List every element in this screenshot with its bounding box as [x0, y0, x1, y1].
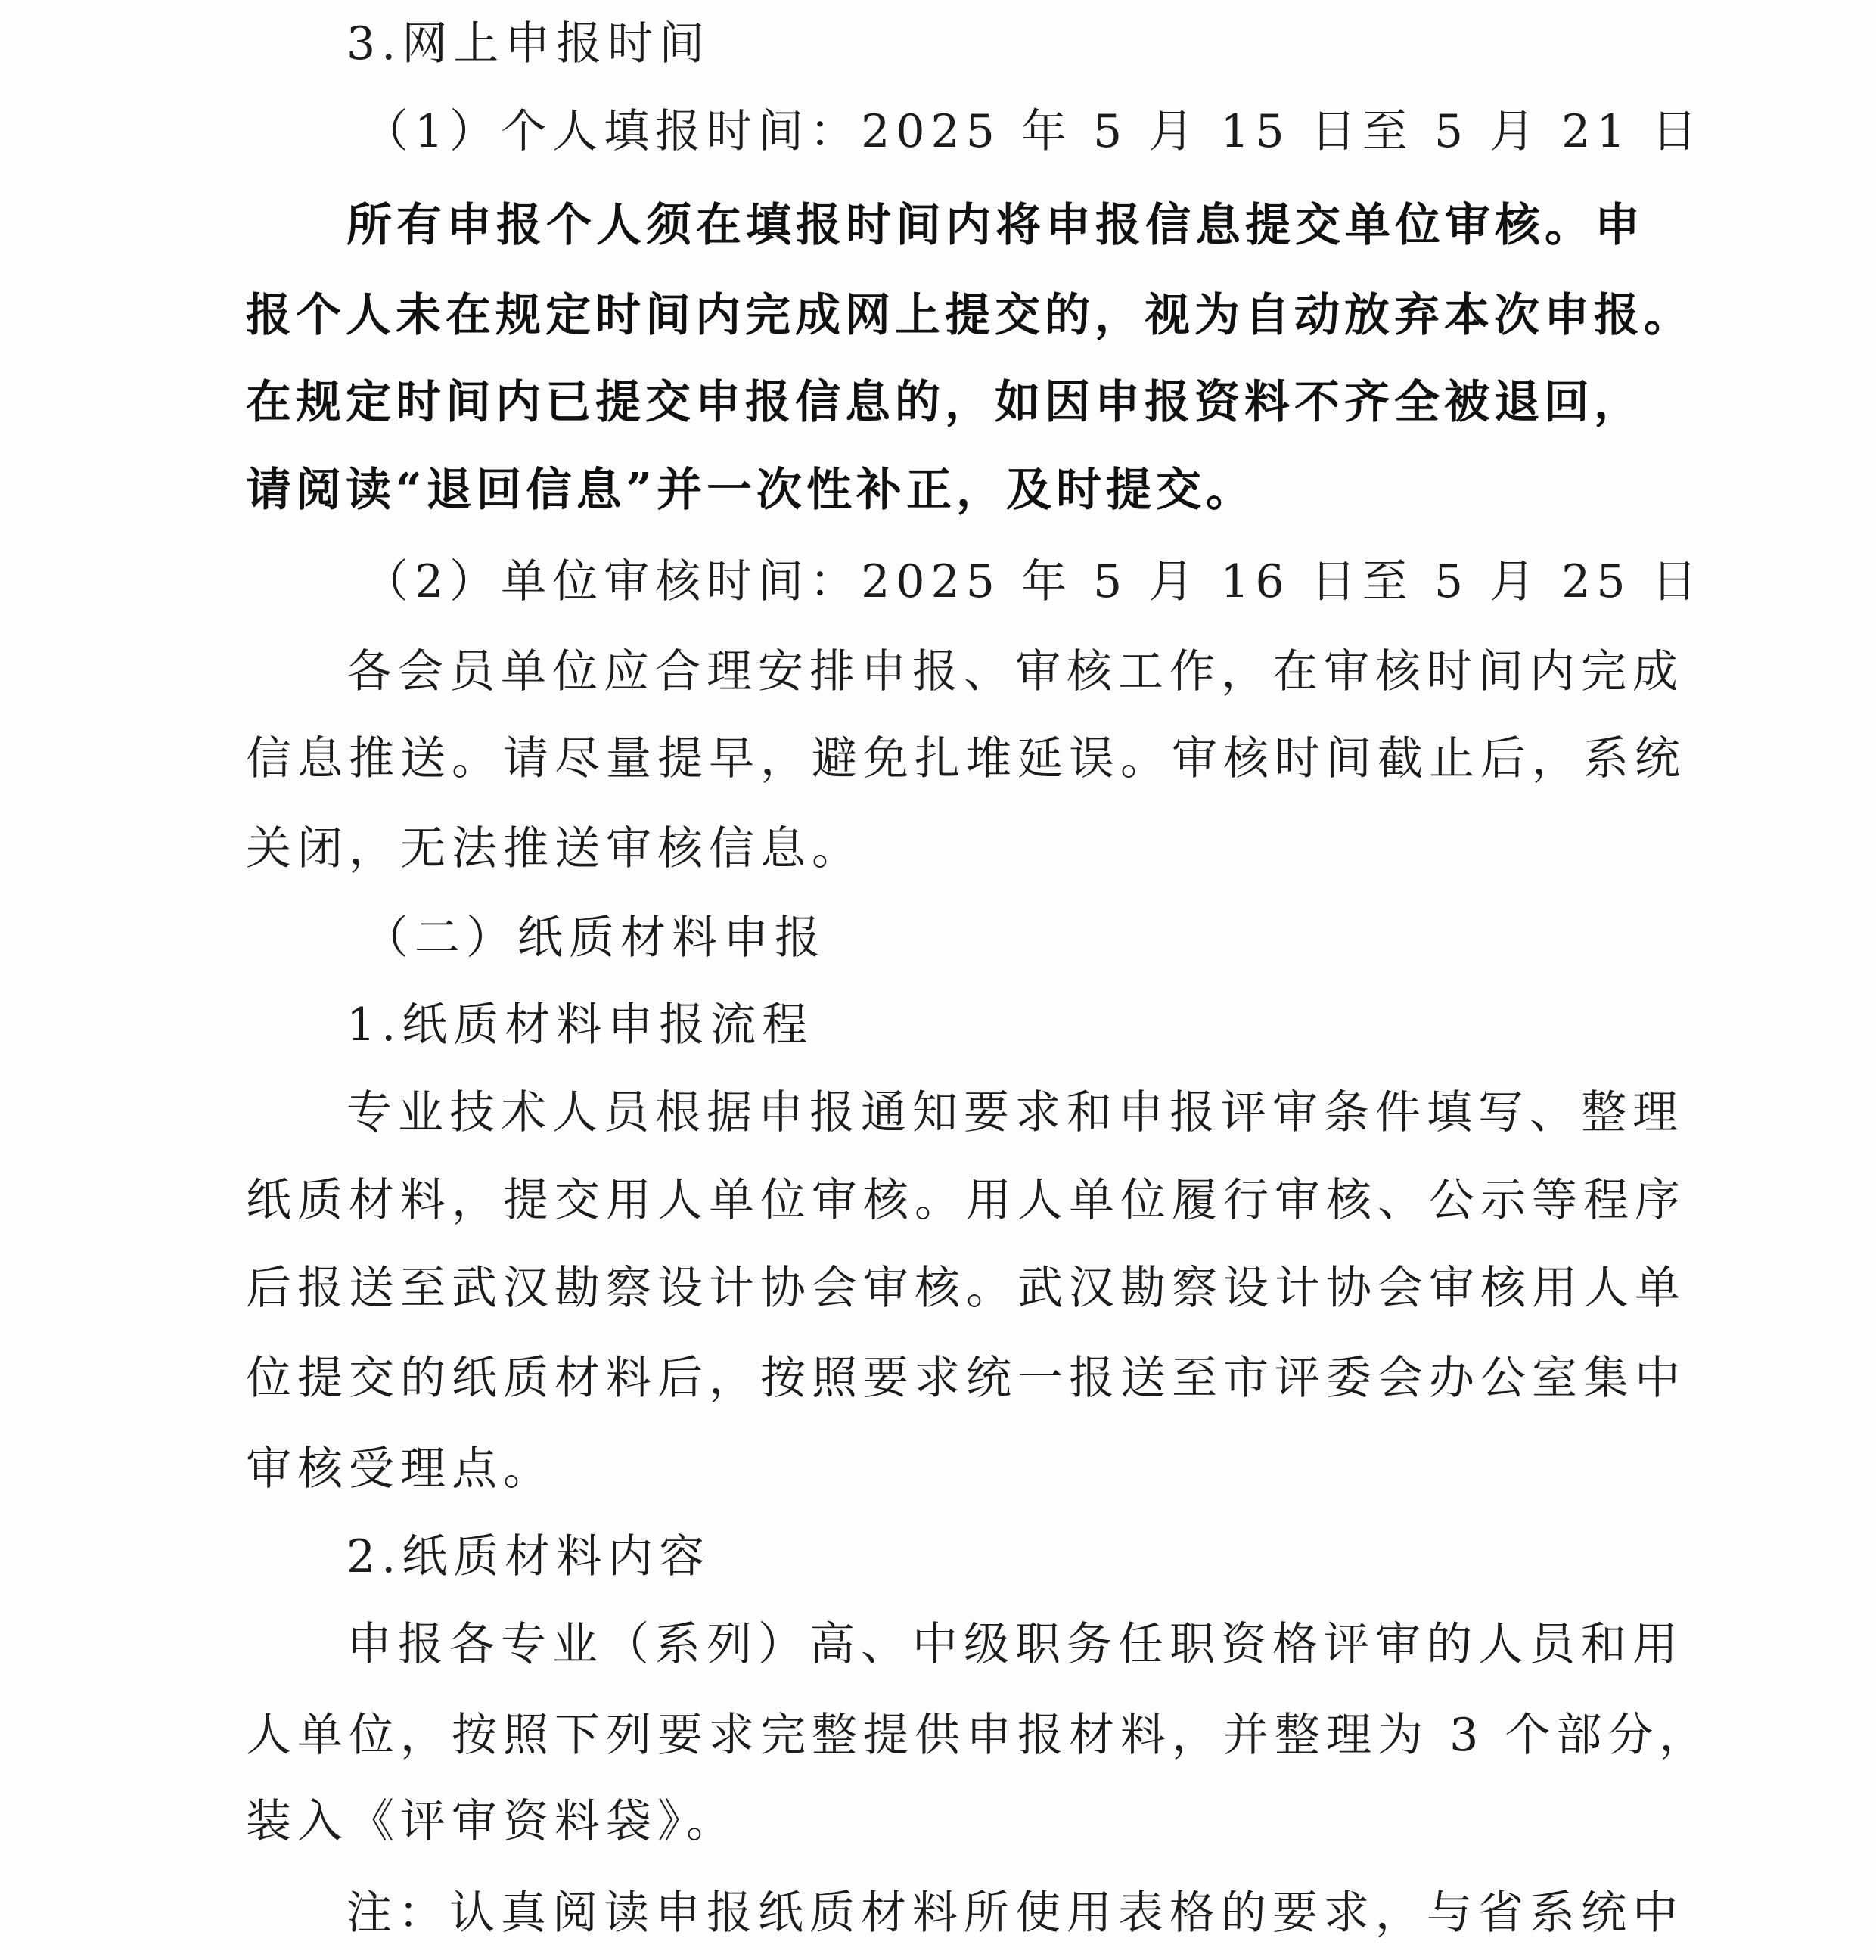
bold-paragraph-line-2: 报个人未在规定时间内完成网上提交的，视为自动放弃本次申报。	[246, 289, 1694, 342]
note-line: 注：认真阅读申报纸质材料所使用表格的要求，与省系统中	[346, 1887, 1684, 1940]
paragraph-line: 位提交的纸质材料后，按照要求统一报送至市评委会办公室集中	[246, 1352, 1686, 1405]
bold-paragraph-line-4: 请阅读“退回信息”并一次性补正，及时提交。	[246, 464, 1256, 517]
paragraph-line: 各会员单位应合理安排申报、审核工作，在审核时间内完成	[346, 645, 1684, 698]
section-heading-online-schedule: 3.网上申报时间	[346, 17, 711, 70]
bold-paragraph-line-1: 所有申报个人须在填报时间内将申报信息提交单位审核。申	[346, 199, 1645, 252]
subsection-heading-process: 1.纸质材料申报流程	[346, 999, 814, 1051]
paragraph-line: 装入《评审资料袋》。	[246, 1795, 738, 1848]
paragraph-line: 审核受理点。	[246, 1443, 554, 1496]
section-heading-paper-materials: （二）纸质材料申报	[363, 912, 826, 964]
paragraph-line: 关闭，无法推送审核信息。	[246, 822, 863, 875]
bold-paragraph-line-3: 在规定时间内已提交申报信息的，如因申报资料不齐全被退回，	[246, 376, 1644, 429]
paragraph-line: 纸质材料，提交用人单位审核。用人单位履行审核、公示等程序	[246, 1174, 1686, 1227]
subsection-heading-content: 2.纸质材料内容	[346, 1530, 711, 1583]
paragraph-line: 后报送至武汉勘察设计协会审核。武汉勘察设计协会审核用人单	[246, 1262, 1686, 1315]
paragraph-line: 人单位，按照下列要求完整提供申报材料，并整理为 3 个部分，	[246, 1709, 1711, 1762]
paragraph-line: 申报各专业（系列）高、中级职务任职资格评审的人员和用	[346, 1618, 1684, 1671]
paragraph-line: 专业技术人员根据申报通知要求和申报评审条件填写、整理	[346, 1086, 1684, 1139]
paragraph-line: 信息推送。请尽量提早，避免扎堆延误。审核时间截止后，系统	[246, 732, 1686, 785]
unit-review-period: （2）单位审核时间：2025 年 5 月 16 日至 5 月 25 日	[363, 555, 1704, 608]
personal-fill-period: （1）个人填报时间：2025 年 5 月 15 日至 5 月 21 日	[363, 105, 1704, 158]
